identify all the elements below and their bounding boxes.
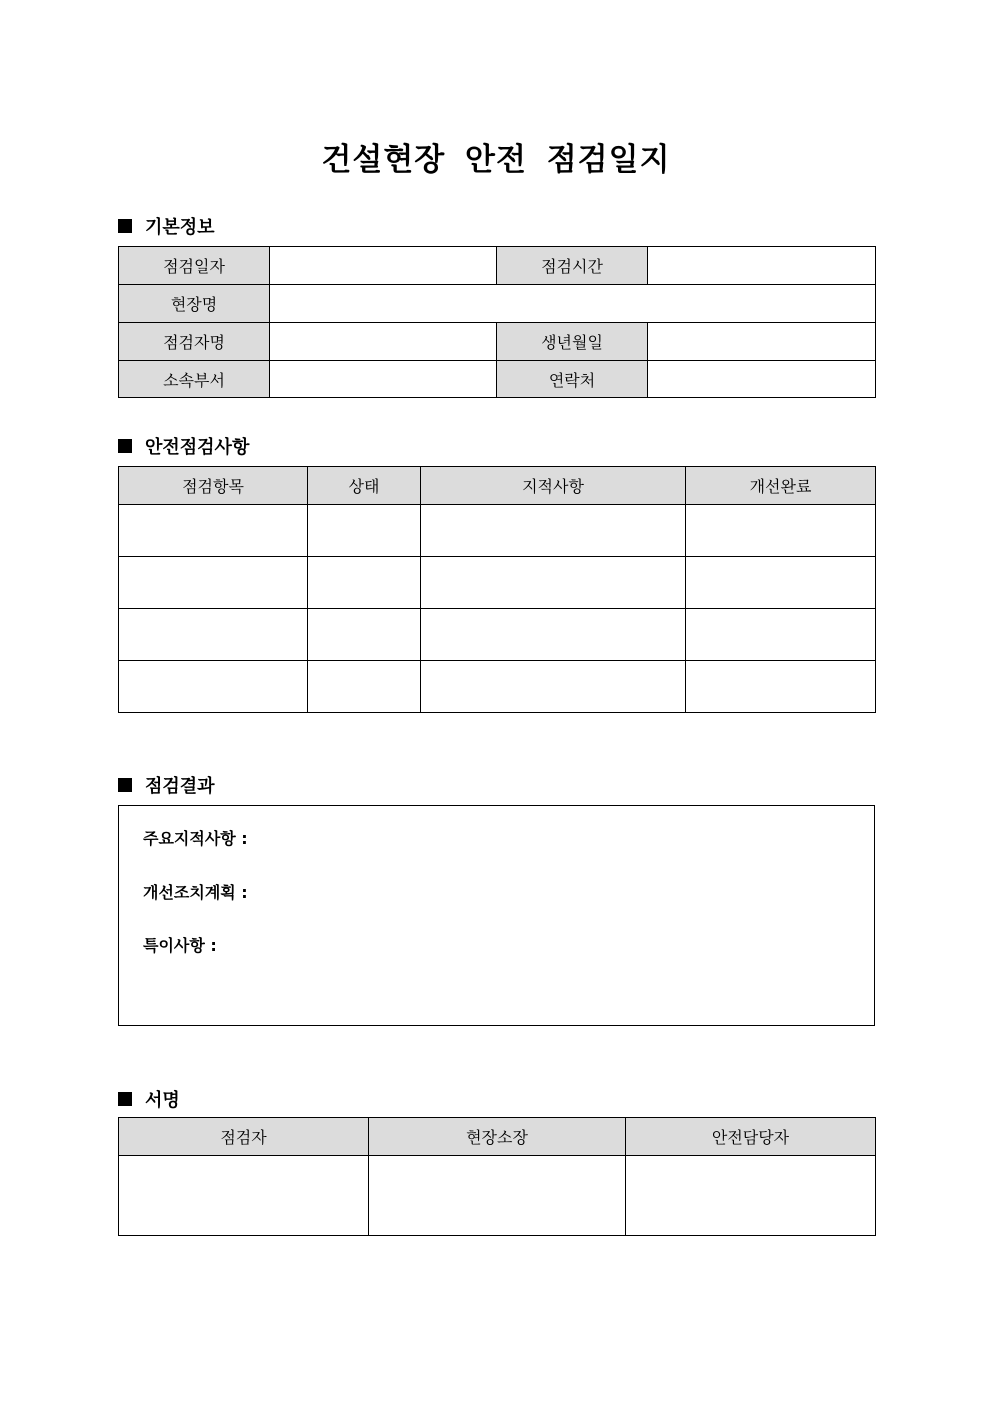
basic-info-table bbox=[118, 246, 876, 398]
column-header-status: 상태 bbox=[308, 467, 421, 505]
safety-officer-signature-field[interactable] bbox=[626, 1156, 876, 1236]
inspector-name-label: 점검자명 bbox=[119, 323, 270, 361]
status-cell[interactable] bbox=[308, 505, 421, 557]
table-row bbox=[119, 609, 876, 661]
table-row bbox=[119, 361, 876, 398]
inspection-date-label: 점검일자 bbox=[119, 247, 270, 285]
corrective-plan-label: 개선조치계획 : bbox=[143, 883, 248, 902]
table-row bbox=[119, 285, 876, 323]
birth-date-field[interactable] bbox=[648, 323, 876, 361]
department-field[interactable] bbox=[270, 361, 497, 398]
square-bullet-icon bbox=[118, 1092, 132, 1106]
inspection-date-field[interactable] bbox=[270, 247, 497, 285]
inspection-time-field[interactable] bbox=[648, 247, 876, 285]
status-cell[interactable] bbox=[308, 557, 421, 609]
contact-label: 연락처 bbox=[497, 361, 648, 398]
findings-cell[interactable] bbox=[421, 557, 686, 609]
improvement-cell[interactable] bbox=[686, 661, 876, 713]
result-box[interactable] bbox=[118, 805, 875, 1026]
site-name-label: 현장명 bbox=[119, 285, 270, 323]
contact-field[interactable] bbox=[648, 361, 876, 398]
table-header-row bbox=[119, 1118, 876, 1156]
column-header-safety-officer: 안전담당자 bbox=[626, 1118, 876, 1156]
site-manager-signature-field[interactable] bbox=[369, 1156, 626, 1236]
birth-date-label: 생년월일 bbox=[497, 323, 648, 361]
main-findings-label: 주요지적사항 : bbox=[143, 829, 248, 848]
section-result-heading bbox=[118, 772, 215, 798]
item-cell[interactable] bbox=[119, 505, 308, 557]
section-safety-items-label: 안전점검사항 bbox=[145, 437, 250, 458]
column-header-inspector: 점검자 bbox=[119, 1118, 369, 1156]
inspector-signature-field[interactable] bbox=[119, 1156, 369, 1236]
findings-cell[interactable] bbox=[421, 661, 686, 713]
document-title: 건설현장 안전 점검일지 bbox=[321, 142, 671, 178]
safety-items-table bbox=[118, 466, 876, 713]
section-basic-info-heading bbox=[118, 213, 215, 239]
section-safety-items-heading bbox=[118, 433, 249, 459]
section-result-label: 점검결과 bbox=[145, 776, 215, 797]
section-signature-heading bbox=[118, 1086, 180, 1112]
table-header-row bbox=[119, 467, 876, 505]
status-cell[interactable] bbox=[308, 609, 421, 661]
square-bullet-icon bbox=[118, 219, 132, 233]
improvement-cell[interactable] bbox=[686, 557, 876, 609]
column-header-improvement: 개선완료 bbox=[686, 467, 876, 505]
special-notes-label: 특이사항 : bbox=[143, 936, 217, 955]
column-header-item: 점검항목 bbox=[119, 467, 308, 505]
table-row bbox=[119, 323, 876, 361]
table-row bbox=[119, 661, 876, 713]
column-header-findings: 지적사항 bbox=[421, 467, 686, 505]
section-signature-label: 서명 bbox=[145, 1090, 180, 1111]
improvement-cell[interactable] bbox=[686, 609, 876, 661]
findings-cell[interactable] bbox=[421, 609, 686, 661]
item-cell[interactable] bbox=[119, 661, 308, 713]
item-cell[interactable] bbox=[119, 609, 308, 661]
square-bullet-icon bbox=[118, 439, 132, 453]
status-cell[interactable] bbox=[308, 661, 421, 713]
table-row bbox=[119, 505, 876, 557]
signature-table bbox=[118, 1117, 876, 1236]
improvement-cell[interactable] bbox=[686, 505, 876, 557]
site-name-field[interactable] bbox=[270, 285, 876, 323]
square-bullet-icon bbox=[118, 778, 132, 792]
table-row bbox=[119, 1156, 876, 1236]
table-row bbox=[119, 247, 876, 285]
table-row bbox=[119, 557, 876, 609]
item-cell[interactable] bbox=[119, 557, 308, 609]
findings-cell[interactable] bbox=[421, 505, 686, 557]
department-label: 소속부서 bbox=[119, 361, 270, 398]
inspection-time-label: 점검시간 bbox=[497, 247, 648, 285]
column-header-site-manager: 현장소장 bbox=[369, 1118, 626, 1156]
inspector-name-field[interactable] bbox=[270, 323, 497, 361]
section-basic-info-label: 기본정보 bbox=[145, 217, 215, 238]
